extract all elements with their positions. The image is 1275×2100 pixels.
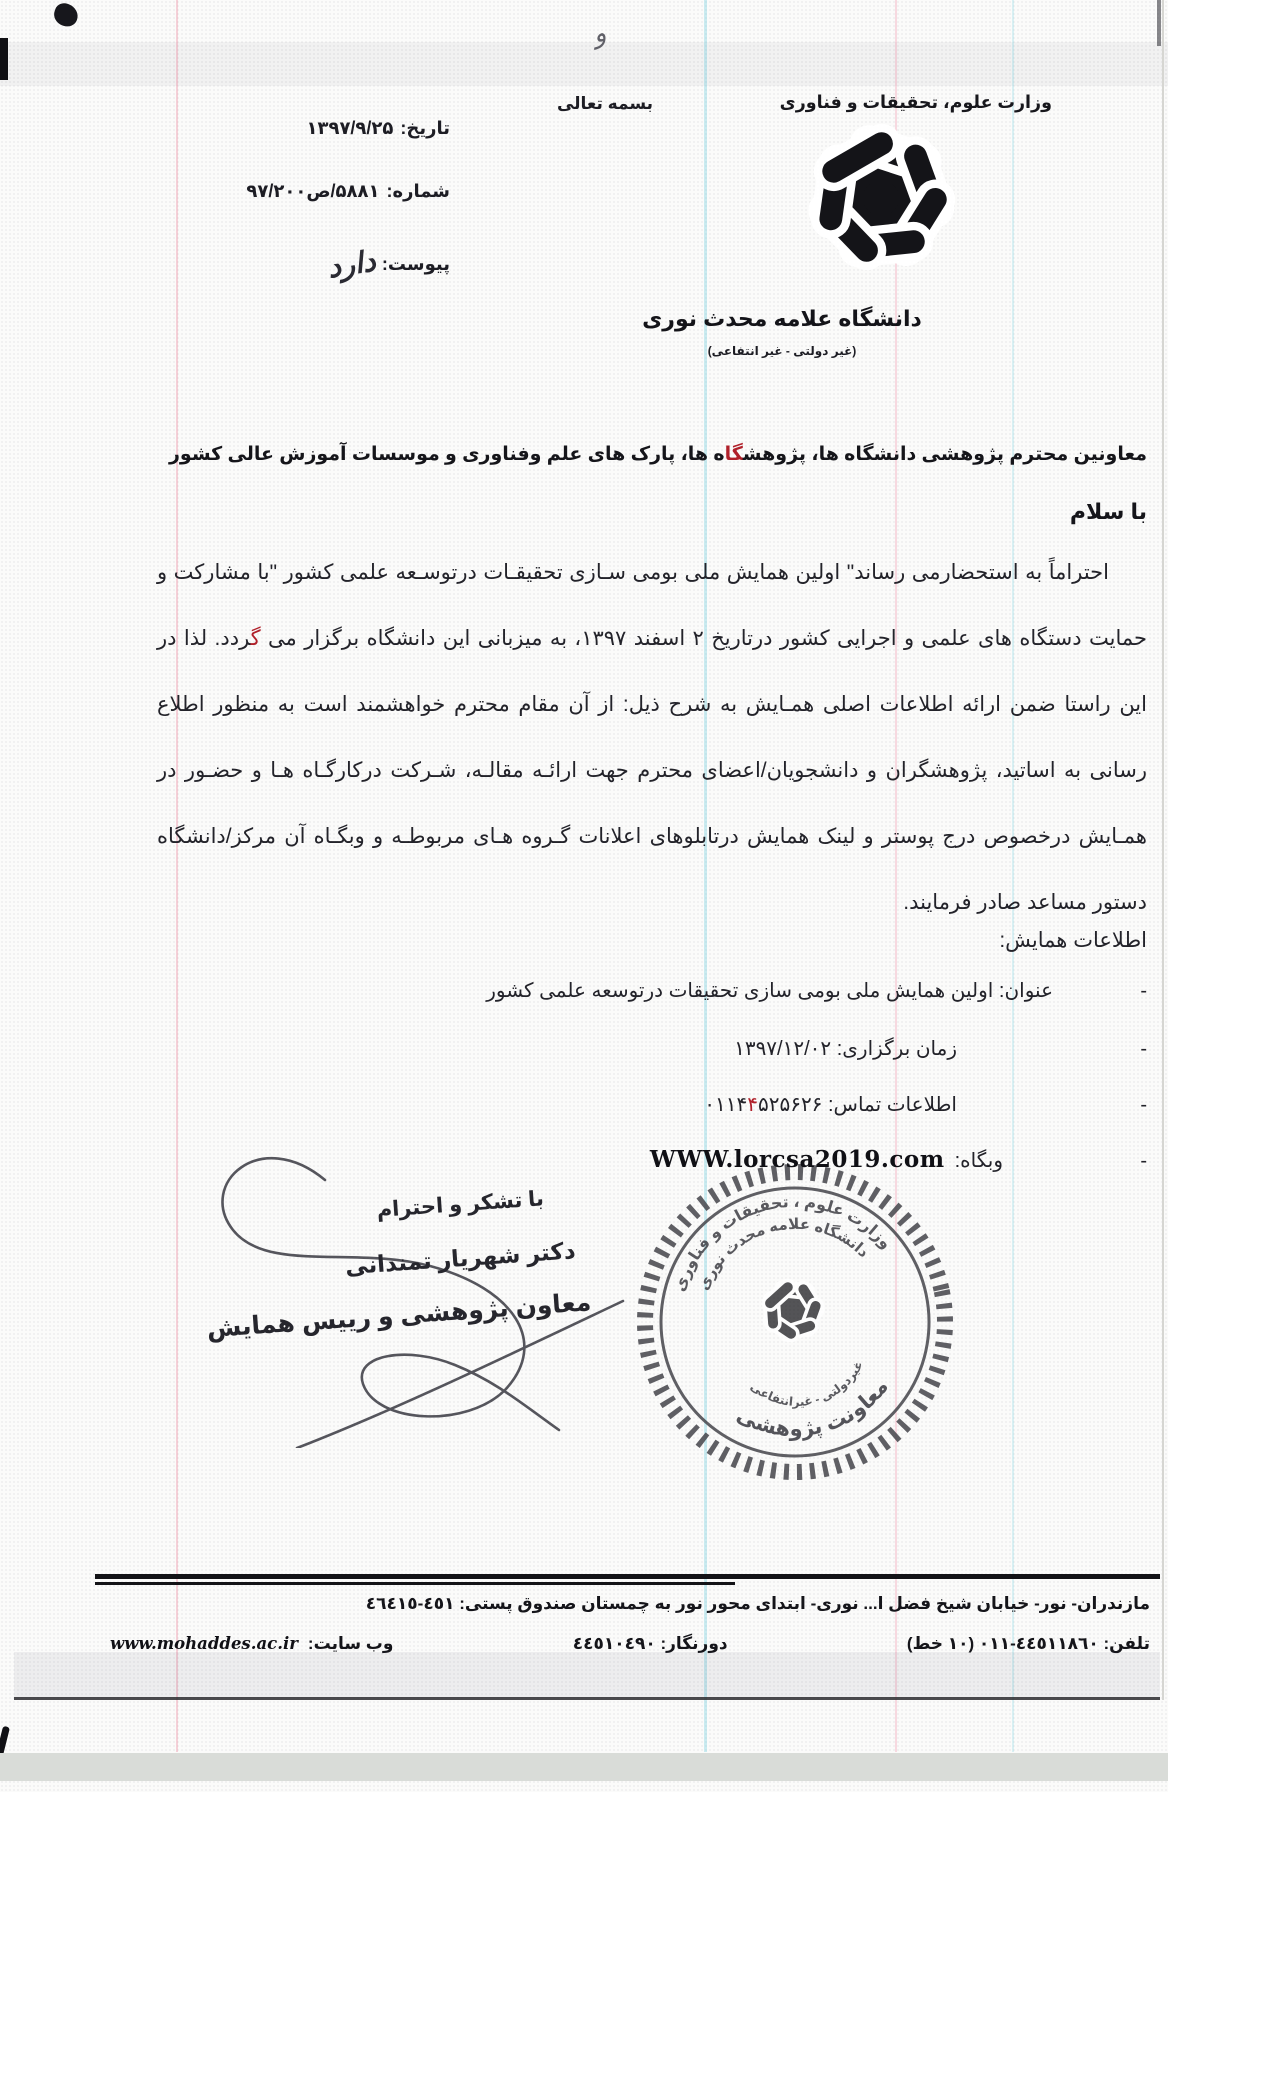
recipient-text-pre: معاونین محترم پژوهشی دانشگاه ها، پژوهش‍ xyxy=(742,444,1147,465)
bullet-dash: - xyxy=(1140,1094,1147,1116)
recipient-text-red: ‍گا xyxy=(724,444,743,465)
recipient-line xyxy=(157,443,1147,466)
footer-contacts xyxy=(110,1634,1150,1654)
bullet-title xyxy=(157,978,1147,1003)
bullet-date xyxy=(157,1036,1147,1061)
stamp-center-logo-icon xyxy=(754,1271,831,1348)
handwritten-mark: و xyxy=(589,16,609,50)
bullet-contact xyxy=(157,1092,1147,1117)
university-type: (غیر دولتی - غیر انتفاعی) xyxy=(707,344,857,358)
footer-website-url: www.mohaddes.ac.ir xyxy=(110,1634,298,1653)
footer-divider xyxy=(95,1574,1160,1579)
conference-info-heading: اطلاعات همایش: xyxy=(999,929,1147,952)
university-name: دانشگاه علامه محدث نوری xyxy=(642,306,922,331)
university-logo-icon xyxy=(797,112,965,284)
body-text-pre: احتراماً به استحضارمی رساند" اولین همایش ملی بومی سـازی تحقیقـات درتوسـعه علمی کشور "با مشارکت و حمایت دستگاه های علمی و اجرایی کشور درتاریخ ۲ اسفند ۱۳۹۷، به میزبانی این دانشگاه برگزار می xyxy=(157,561,1147,650)
body-text-post: ‍ردد. لذا در این راستا ضمن ارائه اطلاعات اصلی همـایش به شرح ذیل: از آن مقام محترم خواهشمند است به منظور اطلاع رسانی به اساتید، پژوهشگران و دانشجویان/اعضای محترم جهت ارائـه مقالـه، شـرکت درکارگـاه هـا و حضـور در همـایش درخصوص درج پوستر و لینک همایش درتابلوهای اعلانات گـروه هـای مربوطـه و وبگـاه آن مرکز/دانشگاه دستور مساعد صادر فرمایند. xyxy=(157,627,1147,914)
basmala-text: بسمه تعالی xyxy=(556,94,654,113)
footer-phone: تلفن: ٤٤٥١١٨٦٠-٠١١ (١٠ خط) xyxy=(906,1634,1150,1653)
bullet-dash: - xyxy=(1140,1038,1147,1060)
contact-red-digit: ۴ xyxy=(747,1094,758,1116)
stamp-department-text: معاونت پژوهشی xyxy=(732,1375,893,1441)
scan-artifact-top-right xyxy=(1157,0,1161,46)
date-value: ۱۳۹۷/۹/۲۵ xyxy=(306,118,394,138)
page-bottom-edge xyxy=(14,1697,1160,1700)
bullet-dash: - xyxy=(1140,980,1147,1002)
footer-website-label: وب سایت: xyxy=(307,1634,394,1653)
page-right-edge xyxy=(1162,0,1164,1700)
website-label: وبگاه: xyxy=(954,1150,1003,1172)
official-stamp xyxy=(625,1152,965,1492)
body-text-red: گ‍ xyxy=(250,627,261,650)
signatory-name: دکتر شهریار تمندانی xyxy=(344,1237,577,1280)
stamp-university-text: دانشگاه علامه محدث نوری xyxy=(694,1215,872,1293)
bullet-website-group xyxy=(650,1146,1003,1173)
attachment-value: دارد xyxy=(325,245,378,285)
letter-body xyxy=(157,540,1147,936)
stamp-type-text: غیردولتی - غیرانتفاعی xyxy=(747,1358,866,1409)
bullet-title-text: عنوان: اولین همایش ملی بومی سازی تحقیقات درتوسعه علمی کشور xyxy=(486,980,1053,1002)
footer-divider-secondary xyxy=(95,1582,735,1585)
scan-noise-band-bottom xyxy=(14,1652,1160,1698)
salutation: با سلام xyxy=(1069,499,1147,524)
contact-pre: اطلاعات تماس: ۰۱۱۴ xyxy=(704,1094,957,1116)
ministry-name: وزارت علوم، تحقیقات و فناوری xyxy=(779,92,1052,112)
date-label: تاریخ: xyxy=(400,118,450,138)
bullet-date-text: زمان برگزاری: ۱۳۹۷/۱۲/۰۲ xyxy=(734,1038,957,1060)
contact-post: ۵۲۵۶۲۶ xyxy=(757,1094,823,1116)
footer-website-group xyxy=(110,1634,393,1654)
bullet-website xyxy=(157,1146,1147,1173)
signatory-title: معاون پژوهشی و رییس همایش xyxy=(205,1288,593,1344)
footer-fax: دورنگار: ٤٤٥١٠٤٩٠ xyxy=(572,1634,728,1653)
attachment-label: پیوست: xyxy=(381,254,450,274)
number-value: ۵۸۸۱/ص۹۷/۲۰۰ xyxy=(246,181,380,201)
stamp-ring-top-text: وزارت علوم ، تحقیقات و فناوری xyxy=(671,1193,895,1294)
bullet-contact-text xyxy=(704,1092,957,1117)
letter-number xyxy=(140,181,450,202)
scan-shadow-band xyxy=(0,1753,1168,1781)
conference-url: WWW.lorcsa2019.com xyxy=(649,1146,945,1173)
number-label: شماره: xyxy=(386,181,450,201)
recipient-text-post: ه ها، پارک های علم وفناوری و موسسات آموزش عالی کشور xyxy=(168,444,725,465)
bullet-dash: - xyxy=(1140,1150,1147,1172)
footer-address: مازندران- نور- خیابان شیخ فضل ا... نوری- ابتدای محور نور به چمستان صندوق پستی: ٤٥١-٤٦٤١٥ xyxy=(365,1594,1150,1613)
letter-date xyxy=(140,118,450,139)
letter-attachment xyxy=(140,243,450,285)
signature-closing: با تشکر و احترام xyxy=(375,1187,545,1222)
scan-artifact-left-bar xyxy=(0,38,8,80)
